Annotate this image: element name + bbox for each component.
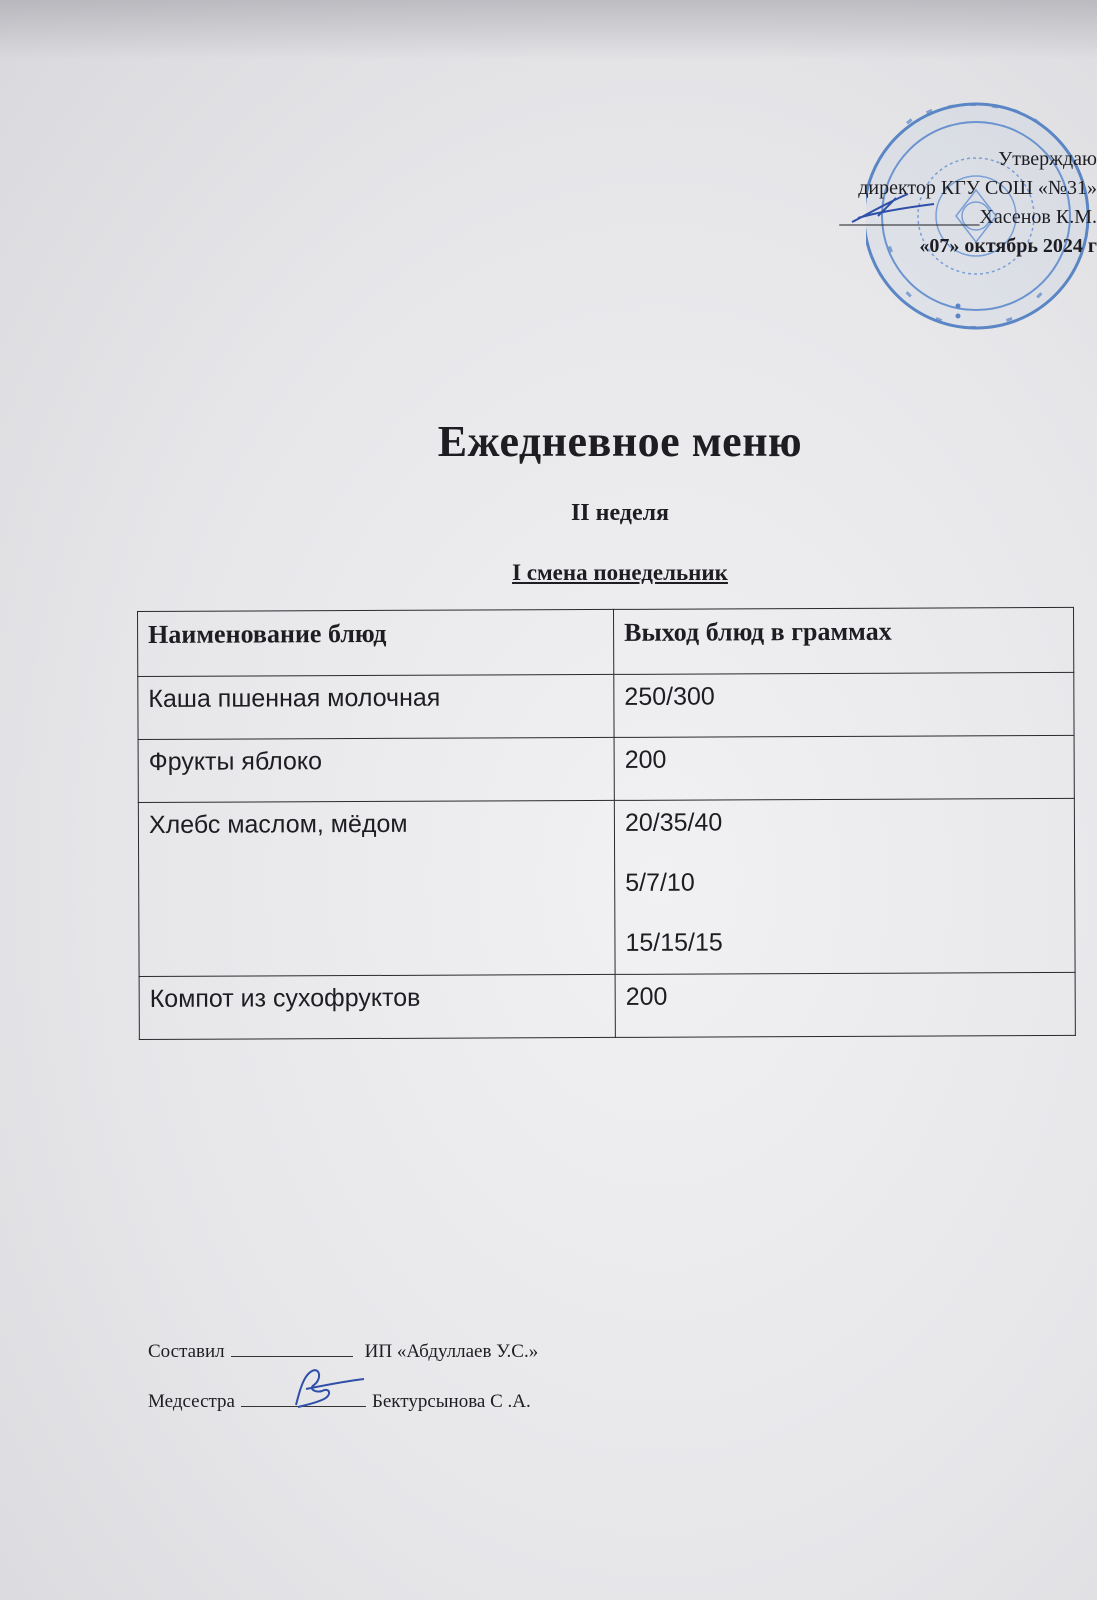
table-row: [138, 735, 1074, 802]
shift-label: I смена понедельник: [512, 560, 728, 585]
weight-cell: [614, 798, 1075, 974]
column-header-weight: Выход блюд в граммах: [613, 607, 1073, 674]
weight-value: 15/15/15: [625, 928, 723, 957]
weight-cell: 200: [615, 972, 1075, 1037]
director-signature-icon: [848, 188, 938, 228]
dish-cell: Хлебс маслом, мёдом: [138, 800, 615, 976]
week-label: II неделя: [570, 500, 670, 526]
page-title: Ежедневное меню: [437, 417, 803, 466]
nurse-label: Медсестра: [148, 1391, 235, 1412]
table-row: [138, 798, 1075, 976]
dish-cell: Компот из сухофруктов: [139, 974, 615, 1039]
composed-label: Составил: [148, 1341, 225, 1362]
column-header-dish: Наименование блюд: [138, 609, 614, 676]
table-header-row: [138, 607, 1074, 676]
approval-position: директор КГУ СОШ «№31»: [858, 177, 1097, 199]
menu-table: [137, 607, 1076, 1040]
composed-by-line: [148, 1338, 538, 1363]
approval-title: Утверждаю: [998, 148, 1097, 170]
approval-date: «07» октябрь 2024 г: [919, 235, 1097, 257]
page-shadow: [0, 0, 1097, 60]
signature-blank: [231, 1338, 353, 1357]
nurse-signature-icon: [286, 1365, 366, 1413]
table-row: [138, 672, 1074, 739]
dish-cell: Каша пшенная молочная: [138, 674, 614, 739]
approval-signatory: ______________Хасенов К.М.: [839, 206, 1097, 228]
weight-value: 20/35/40: [624, 808, 723, 837]
composed-name: ИП «Абдуллаев У.С.»: [364, 1341, 539, 1362]
table-row: [139, 972, 1075, 1039]
dish-cell: Фрукты яблоко: [138, 737, 614, 802]
weight-cell: 200: [614, 735, 1074, 800]
nurse-name: Бектурсынова С .А.: [371, 1391, 531, 1412]
weight-value: 5/7/10: [625, 868, 695, 897]
weight-cell: 250/300: [614, 672, 1074, 737]
